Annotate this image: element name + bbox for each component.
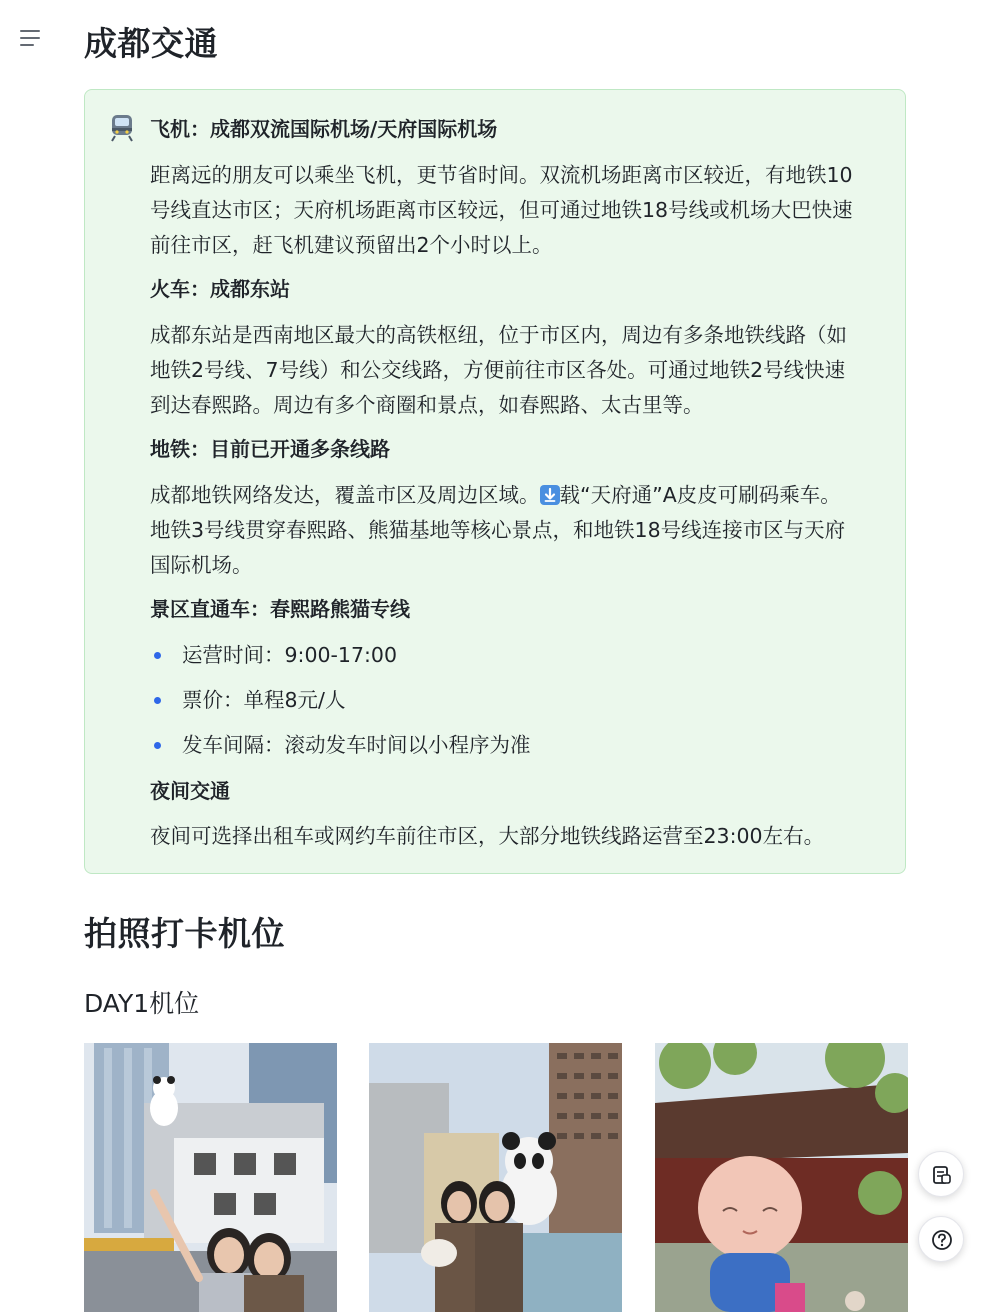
metro-text-prefix: 成都地铁网络发达，覆盖市区及周边区域。 xyxy=(150,483,540,507)
photo-section-title: 拍照打卡机位 xyxy=(84,914,285,953)
photo-monk-statue[interactable] xyxy=(655,1043,908,1312)
bus-heading: 景区直通车：春熙路熊猫专线 xyxy=(150,597,410,621)
day1-subtitle: DAY1机位 xyxy=(84,989,200,1018)
outline-icon xyxy=(931,1164,953,1186)
plane-text-line-2: 号线直达市区；天府机场距离市区较远，但可通过地铁18号线或机场大巴快速 xyxy=(150,198,853,222)
metro-text-suffix: 载“天府通”A皮皮可刷码乘车。 xyxy=(559,483,841,507)
transport-callout xyxy=(84,89,906,874)
bus-item-price: 票价：单程8元/人 xyxy=(182,688,346,712)
night-text: 夜间可选择出租车或网约车前往市区，大部分地铁线路运营至23:00左右。 xyxy=(150,824,825,848)
transport-section-title: 成都交通 xyxy=(84,24,218,63)
night-heading: 夜间交通 xyxy=(150,779,230,803)
bullet-dot xyxy=(154,742,161,749)
train-icon xyxy=(109,114,135,142)
hamburger-icon[interactable] xyxy=(20,28,44,48)
metro-text-line-3: 国际机场。 xyxy=(150,553,253,577)
train-heading: 火车：成都东站 xyxy=(150,277,290,301)
plane-heading: 飞机：成都双流国际机场/天府国际机场 xyxy=(150,117,498,141)
metro-heading: 地铁：目前已开通多条线路 xyxy=(150,437,390,461)
plane-text-line-3: 前往市区，赶飞机建议预留出2个小时以上。 xyxy=(150,233,553,257)
bullet-dot xyxy=(154,697,161,704)
photo-panda-statue[interactable] xyxy=(369,1043,622,1312)
bus-item-hours: 运营时间：9:00-17:00 xyxy=(182,643,398,667)
plane-text-line-1: 距离远的朋友可以乘坐飞机，更节省时间。双流机场距离市区较近，有地铁10 xyxy=(150,163,853,187)
help-icon xyxy=(931,1229,953,1251)
train-text-line-3: 到达春熙路。周边有多个商圈和景点，如春熙路、太古里等。 xyxy=(150,393,704,417)
help-button[interactable] xyxy=(918,1216,964,1262)
outline-button[interactable] xyxy=(918,1151,964,1197)
metro-text-line-1 xyxy=(150,478,890,513)
metro-text-line-2: 地铁3号线贯穿春熙路、熊猫基地等核心景点，和地铁18号线连接市区与天府 xyxy=(150,518,846,542)
download-arrow-icon xyxy=(540,485,560,505)
photo-mall-panda[interactable] xyxy=(84,1043,337,1312)
bus-item-interval: 发车间隔：滚动发车时间以小程序为准 xyxy=(182,733,531,757)
train-text-line-1: 成都东站是西南地区最大的高铁枢纽，位于市区内，周边有多条地铁线路（如 xyxy=(150,323,847,347)
train-text-line-2: 地铁2号线、7号线）和公交线路，方便前往市区各处。可通过地铁2号线快速 xyxy=(150,358,846,382)
bullet-dot xyxy=(154,652,161,659)
